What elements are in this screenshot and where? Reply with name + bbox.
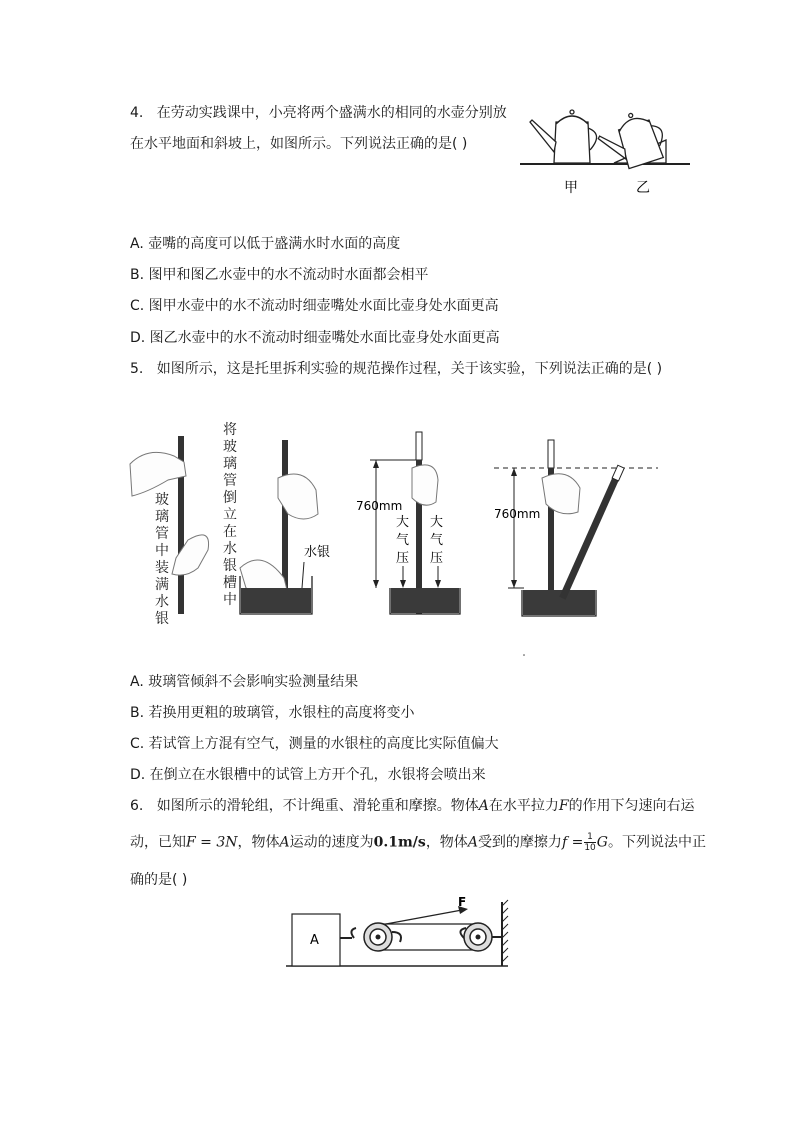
torricelli-figure — [128, 418, 668, 658]
step2-vertical-label — [222, 422, 238, 609]
step1-char: 管 — [155, 526, 169, 542]
pressure-right-3: 压 — [430, 551, 444, 566]
pressure-right-1: 大 — [430, 515, 444, 530]
step2-char: 在 — [223, 524, 237, 540]
rope-free — [386, 910, 462, 924]
q5-stem — [130, 360, 662, 378]
q5-number: 5. — [130, 361, 144, 377]
step2-char: 银 — [223, 558, 237, 574]
h4-arrow-down — [511, 580, 517, 588]
step1-char: 玻 — [155, 492, 169, 508]
q4-stem-line2: 在水平地面和斜坡上，如图所示。下列说法正确的是( ) — [130, 136, 468, 152]
fraction-numerator: 1 — [584, 832, 595, 843]
q6-stem-line2 — [130, 832, 706, 853]
pressure-left-2: 气 — [396, 533, 410, 548]
q5-option-a: A. 玻璃管倾斜不会影响实验测量结果 — [130, 674, 359, 690]
step2-char: 将 — [223, 422, 237, 438]
pressure-right-2: 气 — [430, 533, 444, 548]
h3-arrow-down — [373, 580, 379, 588]
var-g: G — [596, 834, 608, 851]
q4-option-a: A. 壶嘴的高度可以低于盛满水时水面的高度 — [130, 236, 401, 252]
kettle-jia — [530, 110, 597, 163]
mercury-step3 — [391, 588, 459, 613]
block-a-label: A — [310, 933, 319, 948]
step2-char: 倒 — [223, 490, 237, 506]
q4-option-b: B. 图甲和图乙水壶中的水不流动时水面都会相平 — [130, 267, 429, 283]
q6-text: 运动的速度为 — [289, 834, 374, 851]
step1-char: 璃 — [155, 509, 169, 525]
hand-step3 — [412, 465, 438, 505]
step2-char: 璃 — [223, 456, 237, 472]
q6-stem-line3: 确的是( ) — [130, 872, 188, 888]
q6-text: 如图所示的滑轮组，不计绳重、滑轮重和摩擦。物体 — [156, 798, 479, 814]
q6-text: ，物体 — [237, 834, 280, 851]
var-a: A — [279, 834, 290, 851]
speed-value: 0.1m/s — [373, 834, 426, 851]
q6-text: 在水平拉力 — [488, 798, 559, 814]
pressure-left — [396, 514, 409, 566]
label-jia: 甲 — [564, 180, 578, 196]
fraction-denominator: 10 — [584, 843, 596, 853]
q4-option-c: C. 图甲水壶中的水不流动时细壶嘴处水面比壶身处水面更高 — [130, 298, 499, 314]
q5-option-d: D. 在倒立在水银槽中的试管上方开个孔，水银将会喷出来 — [130, 767, 486, 783]
step1-char: 银 — [155, 611, 169, 627]
q6-number: 6. — [130, 798, 144, 814]
q6-text: 。下列说法中正 — [607, 834, 706, 851]
pressure-left-3: 压 — [396, 551, 410, 566]
hand-step4 — [542, 474, 580, 514]
q6-text: 的作用下匀速向右运 — [568, 798, 695, 814]
mercury-step2 — [241, 588, 311, 613]
step2-char: 管 — [223, 473, 237, 489]
fraction-one-tenth — [584, 832, 595, 853]
q5-stem-text: 如图所示，这是托里拆利实验的规范操作过程，关于该实验，下列说法正确的是( ) — [156, 361, 663, 377]
friction-equation: f = — [561, 834, 584, 851]
h4-arrow-up — [511, 468, 517, 476]
label-yi: 乙 — [636, 180, 650, 196]
q6-stem-line1 — [130, 797, 695, 815]
hand-step1-bottom — [172, 535, 209, 575]
q4-number: 4. — [130, 105, 144, 121]
step1-char: 中 — [155, 543, 169, 559]
q5-option-b: B. 若换用更粗的玻璃管，水银柱的高度将变小 — [130, 705, 415, 721]
step2-char: 立 — [223, 507, 237, 523]
stray-dot — [523, 654, 525, 656]
h3-arrow-up — [373, 460, 379, 468]
q4-stem-text-1: 在劳动实践课中，小亮将两个盛满水的相同的水壶分别放 — [156, 105, 507, 121]
pressure-right — [430, 514, 443, 566]
var-a: A — [478, 798, 489, 814]
step1-vertical-label — [154, 492, 170, 628]
mercury-label: 水银 — [304, 545, 331, 560]
pulley-figure — [286, 892, 516, 972]
tube-step3-empty — [416, 432, 422, 460]
step2-char: 槽 — [223, 575, 237, 591]
step1-char: 满 — [155, 577, 169, 593]
step1-char: 水 — [155, 594, 169, 610]
var-a: A — [467, 834, 478, 851]
q4-option-d: D. 图乙水壶中的水不流动时细壶嘴处水面比壶身处水面更高 — [130, 330, 500, 346]
step1-char: 装 — [155, 560, 169, 576]
q6-text: ，物体 — [425, 834, 468, 851]
hook-left — [340, 928, 356, 938]
force-equation: F = 3N — [186, 834, 238, 851]
step2-char: 水 — [223, 541, 237, 557]
q5-option-c: C. 若试管上方混有空气，测量的水银柱的高度比实际值偏大 — [130, 736, 499, 752]
height-label-3: 760mm — [356, 499, 403, 513]
var-f: F — [558, 798, 569, 814]
step2-char: 中 — [223, 592, 237, 608]
force-label: F — [458, 895, 467, 909]
q6-text: 动，已知 — [130, 834, 186, 851]
pressure-left-1: 大 — [396, 515, 410, 530]
q6-text: 受到的摩擦力 — [477, 834, 562, 851]
tube-step4-empty — [548, 440, 554, 468]
hand-step1-top — [130, 452, 186, 496]
height-label-4: 760mm — [494, 507, 541, 521]
q4-stem-line1 — [130, 104, 507, 122]
mercury-label-leader — [302, 562, 304, 588]
mercury-step4 — [523, 590, 595, 615]
q4-kettle-figure — [518, 102, 698, 196]
step2-char: 玻 — [223, 439, 237, 455]
